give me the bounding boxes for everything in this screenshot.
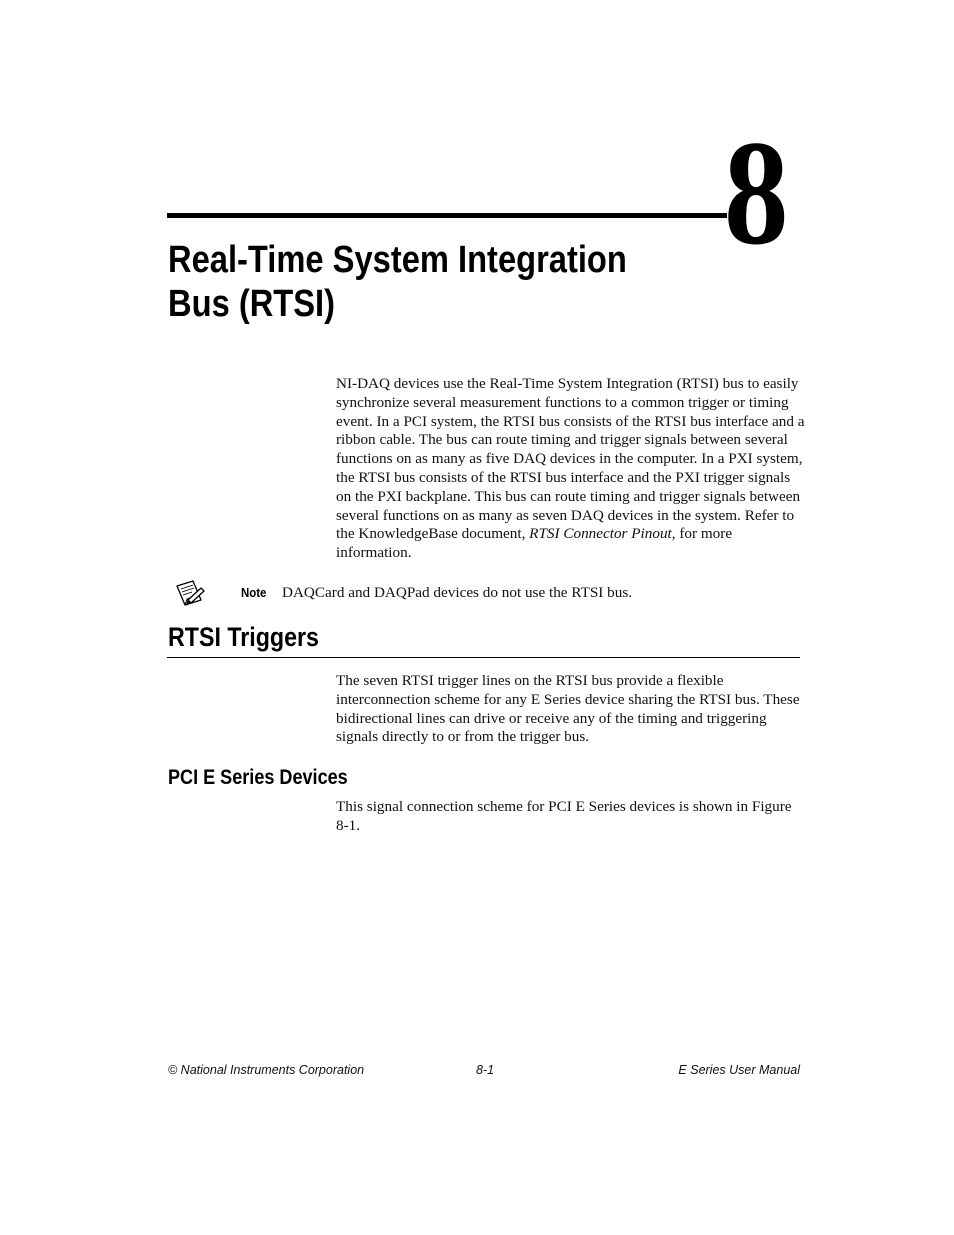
pci-devices-paragraph: This signal connection scheme for PCI E Series devices is shown in Figure 8-1. <box>336 798 792 834</box>
chapter-rule <box>167 213 727 218</box>
footer-manual-title: E Series User Manual <box>678 1063 800 1077</box>
footer-copyright: © National Instruments Corporation <box>168 1063 365 1077</box>
chapter-title <box>168 238 650 326</box>
note-text: DAQCard and DAQPad devices do not use the RTSI bus. <box>282 584 633 601</box>
footer-page-number: 8-1 <box>476 1063 495 1077</box>
section-rule <box>167 657 800 658</box>
note-pencil-icon <box>174 578 206 608</box>
note-label: Note <box>241 585 267 600</box>
chapter-title-line-1: Real-Time System Integration <box>168 239 627 281</box>
chapter-title-line-2: Bus (RTSI) <box>168 283 336 325</box>
knowledgebase-document-title: RTSI Connector Pinout <box>529 525 672 543</box>
rtsi-triggers-paragraph: The seven RTSI trigger lines on the RTSI bus provide a flexible interconnection scheme for any E Series device sharing the RTSI bus. These bidirectional lines can drive or receive any of the timing and triggering signals directly to or from the trigger bus. <box>336 672 800 746</box>
chapter-number: 8 <box>724 110 789 276</box>
intro-text-end: , for more information. <box>336 525 733 562</box>
intro-text: NI-DAQ devices use the Real-Time System Integration (RTSI) bus to easily synchronize several measurement functions to a common trigger or timing event. In a PCI system, the RTSI bus consists of the RTSI bus interface and a ribbon cable. The bus can route timing and trigger signals between several functions on as many as five DAQ devices in the computer. In a PXI system, the RTSI bus consists of the RTSI bus interface and the PXI trigger signals on the PXI backplane. This bus can route timing and trigger signals between several functions on as many as seven DAQ devices in the system. Refer to the KnowledgeBase document, <box>336 375 805 543</box>
intro-paragraph <box>336 375 806 563</box>
section-heading-rtsi-triggers: RTSI Triggers <box>168 622 319 652</box>
subsection-heading-pci-e-series: PCI E Series Devices <box>168 766 348 789</box>
